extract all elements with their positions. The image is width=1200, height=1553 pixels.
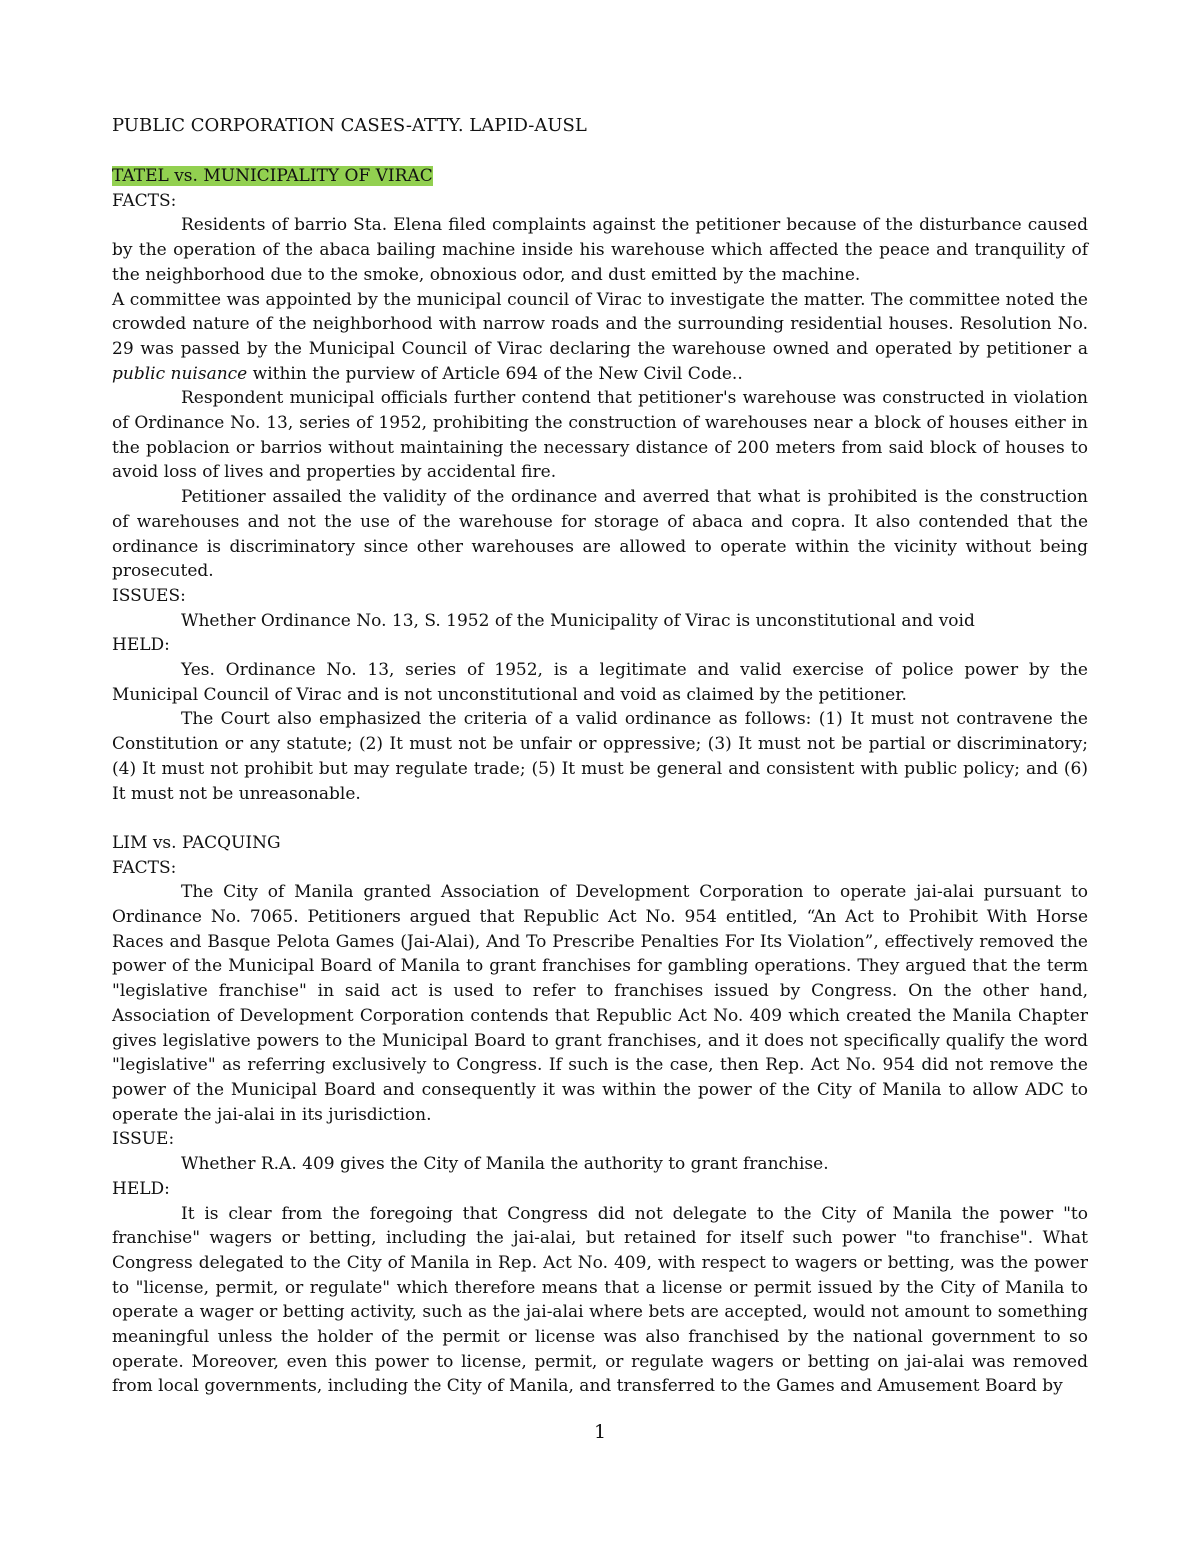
issue-label: ISSUE:: [112, 1129, 175, 1150]
facts-paragraph: The City of Manila granted Association of Development Corporation to operate jai-alai pursuant to Ordinance No. 7065. Petitioners argued that Republic Act No. 954 entitled, “An Act to Prohibit With Horse Races and Basque Pelota Games (Jai-Alai), And To Prescribe Penalties For Its Violation”, effectively removed the power of the Municipal Board of Manila to grant franchises for gambling operations. They argued that the term "legislative franchise" in said act is used to refer to franchises issued by Congress. On the other hand, Association of Development Corporation contends that Republic Act No. 409 which created the Manila Chapter gives legislative powers to the Municipal Board to grant franchises, and it does not specifically qualify the word "legislative" as referring exclusively to Congress. If such is the case, then Rep. Act No. 954 did not remove the power of the Municipal Board and consequently it was within the power of the City of Manila to allow ADC to operate the jai-alai in its jurisdiction.: [112, 882, 1088, 1125]
facts-text: A committee was appointed by the municipal council of Virac to investigate the matter. The committee noted the crowded nature of the neighborhood with narrow roads and the surrounding residential houses. Resolution No. 29 was passed by the Municipal Council of Virac declaring the warehouse owned and operated by petitioner a: [112, 289, 1088, 359]
case-lim-vs-pacquing: [112, 831, 1088, 1399]
facts-paragraph: Petitioner assailed the validity of the ordinance and averred that what is prohibited is the construction of warehouses and not the use of the warehouse for storage of abaca and copra. It also contended that the ordinance is discriminatory since other warehouses are allowed to operate within the vicinity without being prosecuted.: [112, 487, 1088, 582]
held-label: HELD:: [112, 1178, 170, 1199]
held-label: HELD:: [112, 635, 170, 656]
page-number: 1: [593, 1421, 607, 1443]
facts-label: FACTS:: [112, 857, 177, 878]
held-paragraph: Yes. Ordinance No. 13, series of 1952, is a legitimate and valid exercise of police power by the Municipal Council of Virac and is not unconstitutional and void as claimed by the petitioner.: [112, 660, 1088, 705]
held-paragraph: The Court also emphasized the criteria of a valid ordinance as follows: (1) It must not contravene the Constitution or any statute; (2) It must not be unfair or oppressive; (3) It must not be partial or discriminatory; (4) It must not prohibit but may regulate trade; (5) It must be general and consistent with public policy; and (6) It must not be unreasonable.: [112, 709, 1088, 804]
facts-paragraph: Residents of barrio Sta. Elena filed complaints against the petitioner because of the disturbance caused by the operation of the abaca bailing machine inside his warehouse which affected the peace and tranquility of the neighborhood due to the smoke, obnoxious odor, and dust emitted by the machine.: [112, 215, 1088, 285]
emphasis-text: public nuisance: [112, 363, 248, 384]
document-page: [112, 112, 1088, 1399]
document-title: PUBLIC CORPORATION CASES-ATTY. LAPID-AUSL: [112, 115, 587, 136]
facts-paragraph: [112, 288, 1088, 387]
facts-paragraph: Respondent municipal officials further contend that petitioner's warehouse was constructed in violation of Ordinance No. 13, series of 1952, prohibiting the construction of warehouses near a block of houses either in the poblacion or barrios without maintaining the necessary distance of 200 meters from said block of houses to avoid loss of lives and properties by accidental fire.: [112, 388, 1088, 483]
issues-label: ISSUES:: [112, 585, 186, 606]
facts-label: FACTS:: [112, 190, 177, 211]
held-paragraph: It is clear from the foregoing that Congress did not delegate to the City of Manila the power "to franchise" wagers or betting, including the jai-alai, but retained for itself such power "to franchise". What Congress delegated to the City of Manila in Rep. Act No. 409, with respect to wagers or betting, was the power to "license, permit, or regulate" which therefore means that a license or permit issued by the City of Manila to operate a wager or betting activity, such as the jai-alai where bets are accepted, would not amount to something meaningful unless the holder of the permit or license was also franchised by the national government to so operate. Moreover, even this power to license, permit, or regulate wagers or betting on jai-alai was removed from local governments, including the City of Manila, and transferred to the Games and Amusement Board by: [112, 1203, 1088, 1397]
facts-text: within the purview of Article 694 of the New Civil Code..: [247, 363, 743, 384]
case-tatel-vs-virac: [112, 164, 1088, 806]
case-title-highlight: TATEL vs. MUNICIPALITY OF VIRAC: [112, 166, 433, 186]
blank-line: [112, 806, 1088, 831]
issue-text: Whether R.A. 409 gives the City of Manila the authority to grant franchise.: [181, 1154, 829, 1175]
issue-text: Whether Ordinance No. 13, S. 1952 of the Municipality of Virac is unconstitutional and void: [181, 610, 975, 631]
case-title: [112, 164, 1088, 189]
case-title: LIM vs. PACQUING: [112, 832, 281, 853]
